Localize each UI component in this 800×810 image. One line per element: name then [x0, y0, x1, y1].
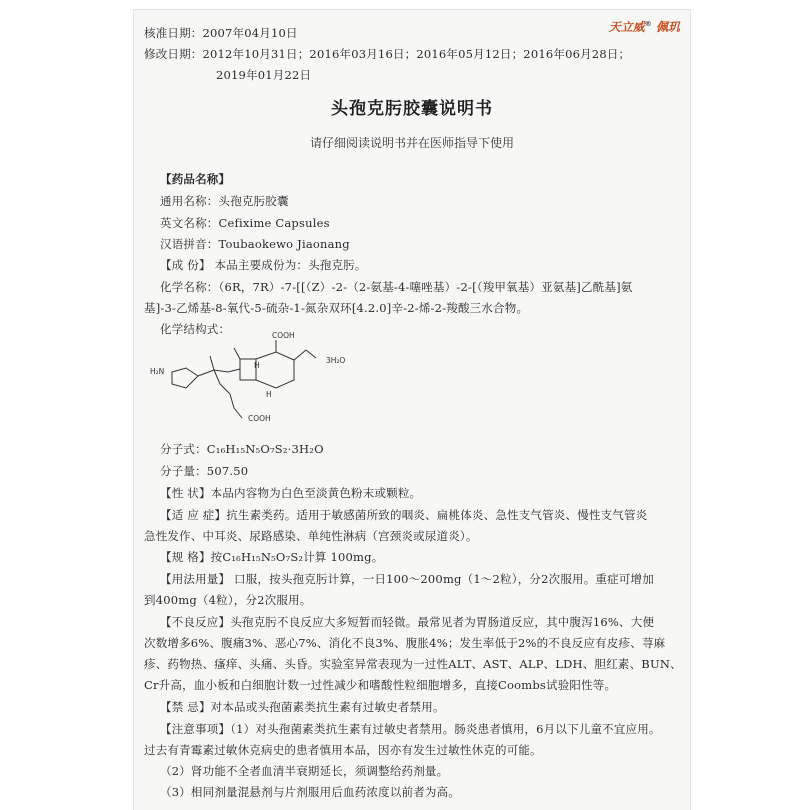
structure-h-right: H — [266, 390, 272, 399]
molecular-formula: 分子式：C₁₆H₁₅N₅O₇S₂·3H₂O — [160, 442, 324, 456]
section-description: 【性 状】本品内容物为白色至淡黄色粉末或颗粒。 — [160, 486, 422, 500]
chemical-name: 化学名称：（6R，7R）-7-[[（Z）-2-（2-氨基-4-噻唑基）-2-[（羧甲氧基）亚氨基]乙酰基]氨 — [160, 280, 633, 294]
revision-dates: 修改日期：2012年10月31日；2016年03月16日；2016年05月12日；2016年06月28日； — [144, 47, 631, 61]
structure-cooh-top: COOH — [272, 331, 295, 340]
structure-h-left: H — [254, 361, 260, 370]
precaution-item-3: （3）相同剂量混悬剂与片剂服用后血药浓度以前者为高。 — [160, 785, 461, 799]
section-composition: 【成 份】 本品主要成份为：头孢克肟。 — [160, 258, 367, 272]
revision-dates-cont: 2019年01月22日 — [216, 68, 312, 82]
section-indications: 【适 应 症】抗生素类药。适用于敏感菌所致的咽炎、扁桃体炎、急性支气管炎、慢性支气管炎 — [160, 508, 648, 522]
indications-cont: 急性发作、中耳炎、尿路感染、单纯性淋病（宫颈炎或尿道炎）。 — [144, 529, 478, 543]
chemical-name-cont: 基]-3-乙烯基-8-氧代-5-硫杂-1-氮杂双环[4.2.0]辛-2-烯-2-羧酸三水合物。 — [144, 301, 529, 315]
structure-water: 3H₂O — [326, 356, 346, 365]
dosage-cont: 到400mg（4粒），分2次服用。 — [144, 593, 312, 607]
adverse-reactions-cont-3: Cr升高，血小板和白细胞计数一过性减少和嗜酸性粒细胞增多，直接Coombs试验阳性等。 — [144, 678, 617, 692]
brand-name: 天立威 — [608, 20, 645, 34]
precaution-item-2: （2）肾功能不全者血清半衰期延长，须调整给药剂量。 — [160, 764, 449, 778]
structure-cooh-side: COOH — [248, 414, 271, 423]
generic-name: 通用名称：头孢克肟胶囊 — [160, 194, 289, 208]
structure-h2n: H₂N — [150, 367, 165, 376]
brand-subname: 佩玑 — [655, 20, 680, 34]
section-adverse-reactions: 【不良反应】头孢克肟不良反应大多短暂而轻微。最常见者为胃肠道反应，其中腹泻16%、大便 — [160, 615, 655, 629]
adverse-reactions-cont-2: 疹、药物热、瘙痒、头痛、头昏。实验室异常表现为一过性ALT、AST、ALP、LDH、胆红素、BUN、 — [144, 657, 682, 671]
section-specification: 【规 格】按C₁₆H₁₅N₅O₇S₂计算 100mg。 — [160, 550, 384, 564]
pinyin-name: 汉语拼音：Toubaokewo Jiaonang — [160, 237, 350, 251]
page-title: 头孢克肟胶囊说明书 — [331, 99, 493, 119]
section-precautions: 【注意事项】（1）对头孢菌素类抗生素有过敏史者禁用。肠炎患者慎用，6月以下儿童不宜应用。 — [160, 722, 661, 736]
english-name: 英文名称：Cefixime Capsules — [160, 216, 330, 230]
adverse-reactions-cont-1: 次数增多6%、腹痛3%、恶心7%、消化不良3%、腹胀4%；发生率低于2%的不良反应有皮疹、荨麻 — [144, 636, 666, 650]
approval-date: 核准日期：2007年04月10日 — [144, 26, 298, 40]
section-drug-name: 【药品名称】 — [160, 172, 231, 186]
precautions-cont: 过去有青霉素过敏休克病史的患者慎用本品，因亦有发生过敏性休克的可能。 — [144, 743, 542, 757]
page-subtitle: 请仔细阅读说明书并在医师指导下使用 — [309, 136, 514, 150]
section-dosage: 【用法用量】 口服，按头孢克肟计算，一日100～200mg（1～2粒），分2次服用。重症可增加 — [160, 572, 654, 586]
molecular-weight: 分子量：507.50 — [160, 464, 249, 478]
section-contraindications: 【禁 忌】对本品或头孢菌素类抗生素有过敏史者禁用。 — [160, 700, 445, 714]
structure-label: 化学结构式： — [160, 322, 231, 336]
chemical-structure-diagram — [148, 322, 398, 437]
brand-logo: 天立威® 佩玑 — [608, 20, 680, 34]
leaflet-page — [134, 10, 690, 810]
